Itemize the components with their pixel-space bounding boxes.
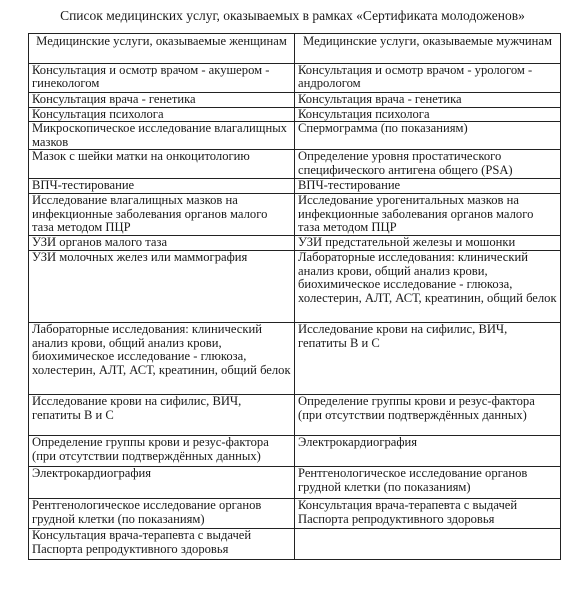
table-row	[29, 499, 561, 529]
header-men: Медицинские услуги, оказываемые мужчинам	[295, 34, 561, 64]
table-row	[29, 395, 561, 436]
table-header-row	[29, 34, 561, 64]
cell-men-service: Определение группы крови и резус-фактора (при отсутствии подтверждённых данных)	[295, 395, 561, 436]
table-row	[29, 122, 561, 150]
cell-men-service: Консультация и осмотр врачом - урологом - андрологом	[295, 64, 561, 93]
cell-men-service	[295, 529, 561, 560]
cell-women-service: Мазок с шейки матки на онкоцитологию	[29, 150, 295, 179]
cell-men-service: Спермограмма (по показаниям)	[295, 122, 561, 150]
cell-women-service: Микроскопическое исследование влагалищных мазков	[29, 122, 295, 150]
table-row	[29, 194, 561, 236]
table-row	[29, 236, 561, 251]
cell-men-service: УЗИ предстательной железы и мошонки	[295, 236, 561, 251]
cell-men-service: Консультация врача - генетика	[295, 93, 561, 108]
cell-men-service: Определение уровня простатического специфического антигена общего (PSA)	[295, 150, 561, 179]
cell-women-service: Исследование влагалищных мазков на инфекционные заболевания органов малого таза методом ПЦР	[29, 194, 295, 236]
cell-women-service: Рентгенологическое исследование органов грудной клетки (по показаниям)	[29, 499, 295, 529]
cell-women-service: Консультация врача - генетика	[29, 93, 295, 108]
cell-women-service: Консультация психолога	[29, 108, 295, 122]
table-row	[29, 251, 561, 323]
cell-men-service: Рентгенологическое исследование органов грудной клетки (по показаниям)	[295, 467, 561, 499]
cell-men-service: Лабораторные исследования: клинический анализ крови, общий анализ крови, биохимическое исследование - глюкоза, холестерин, АЛТ, АСТ, креатинин, общий белок	[295, 251, 561, 323]
cell-men-service: Консультация психолога	[295, 108, 561, 122]
cell-women-service: Консультация врача-терапевта с выдачей Паспорта репродуктивного здоровья	[29, 529, 295, 560]
table-row	[29, 436, 561, 467]
table-row	[29, 108, 561, 122]
document-title: Список медицинских услуг, оказываемых в рамках «Сертификата молодоженов»	[60, 8, 525, 23]
cell-women-service: Исследование крови на сифилис, ВИЧ, гепатиты В и С	[29, 395, 295, 436]
table-row	[29, 93, 561, 108]
table-row	[29, 467, 561, 499]
cell-men-service: Исследование крови на сифилис, ВИЧ, гепатиты В и С	[295, 323, 561, 395]
table-row	[29, 150, 561, 179]
cell-women-service: Электрокардиография	[29, 467, 295, 499]
table-row	[29, 529, 561, 560]
cell-men-service: Электрокардиография	[295, 436, 561, 467]
cell-women-service: УЗИ молочных желез или маммография	[29, 251, 295, 323]
table-row	[29, 323, 561, 395]
cell-men-service: ВПЧ-тестирование	[295, 179, 561, 194]
table-row	[29, 179, 561, 194]
cell-women-service: ВПЧ-тестирование	[29, 179, 295, 194]
cell-men-service: Исследование урогенитальных мазков на инфекционные заболевания органов малого таза методом ПЦР	[295, 194, 561, 236]
cell-women-service: Определение группы крови и резус-фактора (при отсутствии подтверждённых данных)	[29, 436, 295, 467]
header-women: Медицинские услуги, оказываемые женщинам	[29, 34, 295, 64]
cell-women-service: Консультация и осмотр врачом - акушером - гинекологом	[29, 64, 295, 93]
table-row	[29, 64, 561, 93]
table-body	[29, 64, 561, 560]
cell-men-service: Консультация врача-терапевта с выдачей Паспорта репродуктивного здоровья	[295, 499, 561, 529]
services-table	[28, 33, 561, 560]
cell-women-service: Лабораторные исследования: клинический анализ крови, общий анализ крови, биохимическое исследование - глюкоза, холестерин, АЛТ, АСТ, креатинин, общий белок	[29, 323, 295, 395]
cell-women-service: УЗИ органов малого таза	[29, 236, 295, 251]
